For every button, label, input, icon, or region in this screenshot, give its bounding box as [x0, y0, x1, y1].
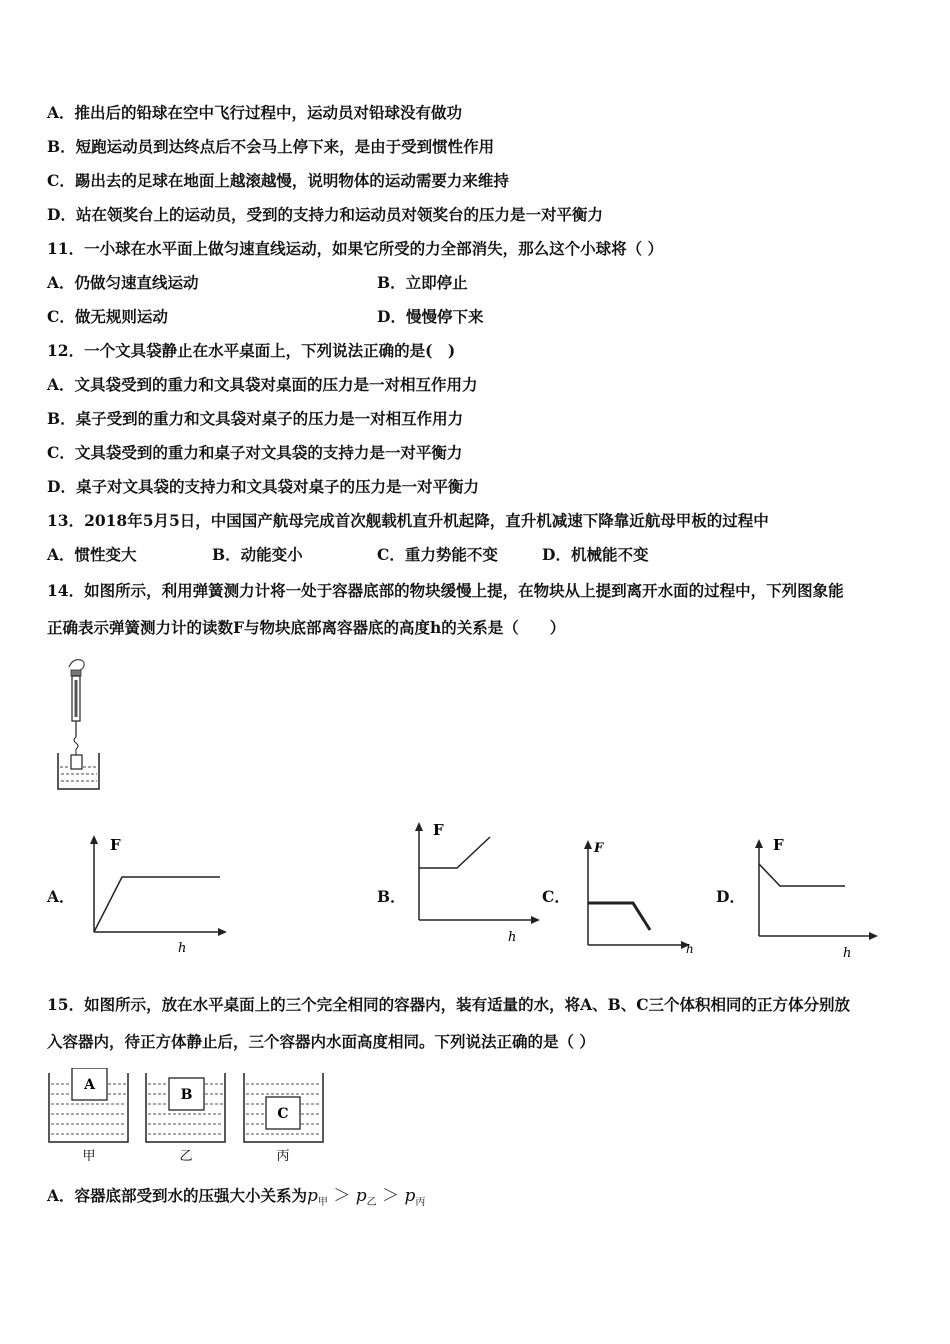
- q14-stem-line2: 正确表示弹簧测力计的读数F与物块底部离容器底的高度h的关系是（ ）: [47, 618, 566, 637]
- q10-option-c: C．踢出去的足球在地面上越滚越慢，说明物体的运动需要力来维持: [47, 171, 509, 190]
- container-bing: [244, 1073, 323, 1142]
- graph-c-y-label: F: [594, 841, 604, 856]
- q11-stem: 11．一小球在水平面上做匀速直线运动，如果它所受的力全部消失，那么这个小球将（ ）: [47, 239, 663, 258]
- q15-option-a-text: A．容器底部受到水的压强大小关系为: [47, 1186, 308, 1205]
- q14-stem-line1: 14．如图所示，利用弹簧测力计将一处于容器底部的物块缓慢上提，在物块从上提到离开水面的过程中，下列图象能: [47, 581, 844, 600]
- graph-c-x-label: h: [686, 942, 694, 956]
- graph-b-curve: [419, 837, 490, 868]
- q10-option-a: A．推出后的铅球在空中飞行过程中，运动员对铅球没有做功: [47, 103, 463, 122]
- container-jia: [49, 1068, 128, 1142]
- q12-option-d: D．桌子对文具袋的支持力和文具袋对桌子的压力是一对平衡力: [47, 477, 479, 496]
- q15-option-a: [47, 1186, 425, 1213]
- q14-option-b-label: B．: [377, 887, 406, 906]
- q12-stem: 12．一个文具袋静止在水平桌面上，下列说法正确的是( ): [47, 341, 456, 360]
- q10-option-b: B．短跑运动员到达终点后不会马上停下来，是由于受到惯性作用: [47, 137, 495, 156]
- q10-option-d: D．站在领奖台上的运动员，受到的支持力和运动员对领奖台的压力是一对平衡力: [47, 205, 603, 224]
- hand-icon: [69, 660, 84, 672]
- q12-option-c: C．文具袋受到的重力和桌子对文具袋的支持力是一对平衡力: [47, 443, 463, 462]
- q14-option-c-label: C．: [542, 887, 570, 906]
- q13-option-c: C．重力势能不变: [377, 545, 498, 564]
- container-label-yi: 乙: [179, 1149, 193, 1164]
- graph-d-y-label: F: [773, 836, 784, 854]
- graph-b-x-label: h: [508, 930, 517, 945]
- pressure-formula: $p_甲 > p_乙 > p_丙$: [307, 1186, 426, 1208]
- q13-option-a: A．惯性变大: [47, 545, 137, 564]
- q11-option-d: D．慢慢停下来: [377, 307, 484, 326]
- spring-scale-apparatus-figure: [55, 655, 105, 795]
- container-yi: [146, 1073, 225, 1142]
- cube-c-label: C: [277, 1106, 289, 1122]
- graph-a-curve: [94, 877, 220, 932]
- graph-b: [405, 815, 545, 945]
- q13-stem: 13．2018年5月5日，中国国产航母完成首次舰载机直升机起降，直升机减速下降靠近航母甲板的过程中: [47, 511, 769, 530]
- q11-option-a: A．仍做匀速直线运动: [47, 273, 199, 292]
- graph-b-y-label: F: [433, 821, 444, 839]
- q12-option-b: B．桌子受到的重力和文具袋对桌子的压力是一对相互作用力: [47, 409, 464, 428]
- graph-d: [745, 830, 885, 960]
- q13-option-b: B．动能变小: [212, 545, 303, 564]
- cube-a-label: A: [84, 1077, 95, 1093]
- q14-option-a-label: A．: [47, 887, 75, 906]
- graph-a-y-label: F: [110, 836, 121, 854]
- three-containers-figure: [45, 1068, 335, 1168]
- q15-stem-line1: 15．如图所示，放在水平桌面上的三个完全相同的容器内，装有适量的水，将A、B、C三个体积相同的正方体分别放: [47, 995, 851, 1014]
- graph-d-x-label: h: [843, 946, 852, 960]
- container-label-jia: 甲: [82, 1149, 96, 1164]
- graph-a: [80, 830, 230, 960]
- q13-option-d: D．机械能不变: [542, 545, 649, 564]
- q11-option-b: B．立即停止: [377, 273, 468, 292]
- graph-d-curve: [759, 864, 845, 886]
- q12-option-a: A．文具袋受到的重力和文具袋对桌面的压力是一对相互作用力: [47, 375, 478, 394]
- cube-b-label: B: [180, 1087, 193, 1103]
- graph-c-curve: [588, 903, 650, 930]
- q11-option-c: C．做无规则运动: [47, 307, 168, 326]
- q15-stem-line2: 入容器内，待正方体静止后，三个容器内水面高度相同。下列说法正确的是（ ）: [47, 1032, 595, 1051]
- q14-option-d-label: D．: [716, 887, 745, 906]
- block: [71, 755, 82, 769]
- graph-c: [578, 835, 698, 960]
- container-label-bing: 丙: [276, 1149, 290, 1164]
- graph-a-x-label: h: [178, 941, 187, 956]
